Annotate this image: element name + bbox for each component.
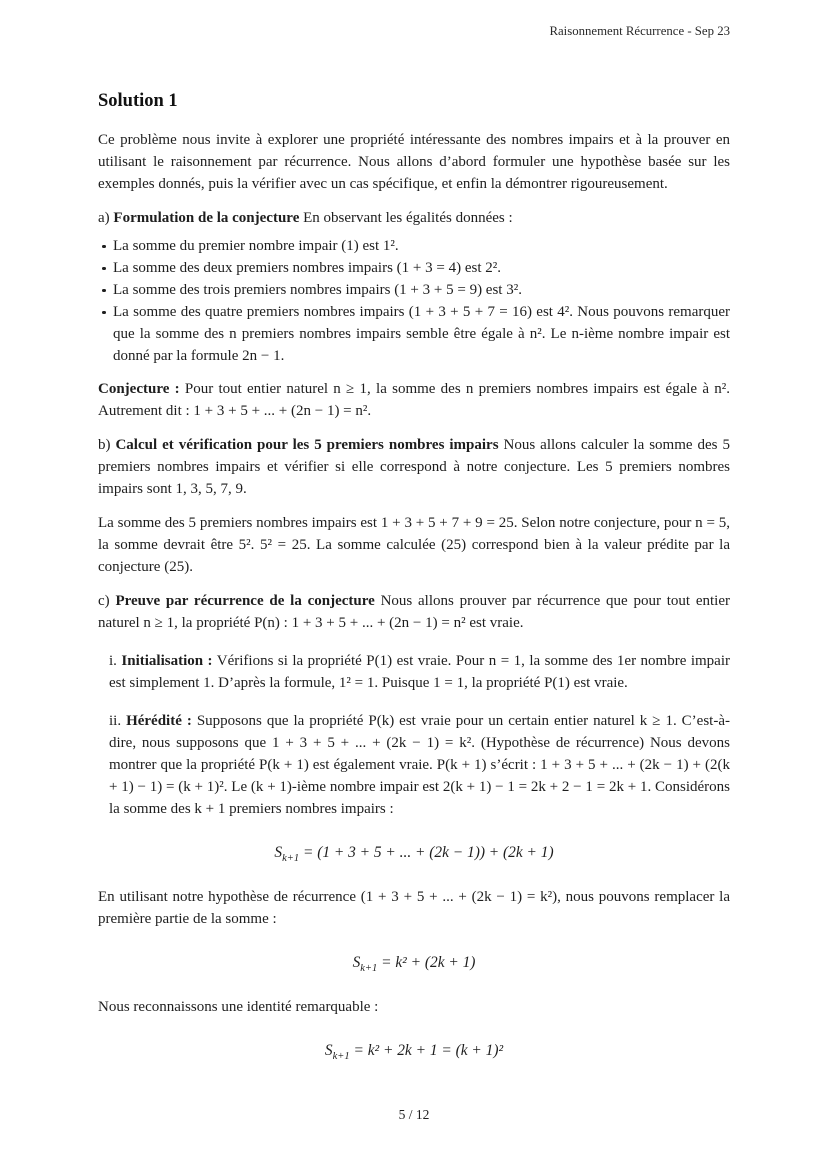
section-b-paragraph (98, 434, 730, 500)
section-a-heading: Formulation de la conjecture (113, 210, 300, 226)
formula-rhs: = k² + (2k + 1) (377, 954, 476, 971)
formula-remarkable-identity (98, 1040, 730, 1062)
formula-rhs: = (1 + 3 + 5 + ... + (2k − 1)) + (2k + 1) (299, 844, 554, 861)
header-title: Raisonnement Récurrence - Sep 23 (549, 24, 730, 38)
intro-paragraph: Ce problème nous invite à explorer une propriété intéressante des nombres impairs et à la prouver en utilisant le raisonnement par récurrence. Nous allons d’abord formuler une hypothèse basée sur les exemples donnés, puis la vérifier avec un cas spécifique, et enfin la démontrer rigoureusement. (98, 132, 730, 192)
heredite-item (109, 710, 730, 820)
list-item-four-odds: La somme des quatre premiers nombres impairs (1 + 3 + 5 + 7 = 16) est 4². Nous pouvons remarquer que la somme des n premiers nombres impairs semble être égale à n². Le n-ième nombre impair est donné par la formule 2n − 1. (113, 301, 730, 367)
formula-rhs: = k² + 2k + 1 = (k + 1)² (349, 1042, 504, 1059)
section-b-prefix: b) (98, 437, 116, 453)
list-item-first-odd: La somme du premier nombre impair (1) est 1². (113, 235, 730, 257)
formula-sum-substituted (98, 952, 730, 974)
page-header (98, 24, 730, 39)
section-a-paragraph (98, 207, 730, 229)
formula-sum-expanded (98, 842, 730, 864)
conjecture-text: Pour tout entier naturel n ≥ 1, la somme des n premiers nombres impairs est égale à n². Autrement dit : 1 + 3 + 5 + ... + (2n − 1) = n². (98, 381, 730, 419)
heredite-heading: Hérédité : (126, 713, 192, 729)
section-c-prefix: c) (98, 593, 116, 609)
page-footer (0, 1107, 828, 1123)
section-c-text: Nous allons prouver par récurrence que pour tout entier naturel n ≥ 1, la propriété P(n) : 1 + 3 + 5 + ... + (2n − 1) = n² est vraie. (98, 593, 730, 631)
identity-paragraph: Nous reconnaissons une identité remarquable : (98, 999, 379, 1015)
initialisation-heading: Initialisation : (121, 653, 213, 669)
section-c-heading: Preuve par récurrence de la conjecture (115, 593, 375, 609)
formula-lhs: S (324, 1042, 333, 1059)
section-b-text: Nous allons calculer la somme des 5 premiers nombres impairs et vérifier si elle correspond à notre conjecture. Les 5 premiers nombres impairs sont 1, 3, 5, 7, 9. (98, 437, 730, 497)
conjecture-heading: Conjecture : (98, 381, 180, 397)
verification-paragraph: La somme des 5 premiers nombres impairs est 1 + 3 + 5 + 7 + 9 = 25. Selon notre conjecture, pour n = 5, la somme devrait être 5². 5² = 25. La somme calculée (25) correspond bien à la valeur prédite par la conjecture (25). (98, 515, 730, 575)
section-a-text: En observant les égalités données : (299, 210, 513, 226)
substitution-paragraph: En utilisant notre hypothèse de récurrence (1 + 3 + 5 + ... + (2k − 1) = k²), nous pouvons remplacer la première partie de la somme : (98, 889, 730, 927)
observations-list (98, 235, 730, 367)
formula-subscript: k+1 (360, 963, 378, 975)
conjecture-paragraph (98, 378, 730, 422)
formula-lhs: S (274, 844, 283, 861)
heredite-prefix: ii. (109, 713, 127, 729)
section-b-heading: Calcul et vérification pour les 5 premiers nombres impairs (115, 437, 499, 453)
formula-subscript: k+1 (282, 853, 300, 865)
initialisation-item (109, 650, 730, 694)
list-item-three-odds: La somme des trois premiers nombres impairs (1 + 3 + 5 = 9) est 3². (113, 279, 730, 301)
page-number: 5 / 12 (398, 1107, 430, 1122)
list-item-two-odds: La somme des deux premiers nombres impairs (1 + 3 = 4) est 2². (113, 257, 730, 279)
formula-subscript: k+1 (332, 1051, 350, 1063)
initialisation-prefix: i. (109, 653, 122, 669)
formula-lhs: S (352, 954, 361, 971)
heredite-text: Supposons que la propriété P(k) est vraie pour un certain entier naturel k ≥ 1. C’est-à-dire, nous supposons que 1 + 3 + 5 + ... + (2k − 1) = k². (Hypothèse de récurrence) Nous devons montrer que la propriété P(k + 1) est également vraie. P(k + 1) s’écrit : 1 + 3 + 5 + ... + (2k − 1) + (2(k + 1) − 1) = (k + 1)². Le (k + 1)-ième nombre impair est 2(k + 1) − 1 = 2k + 2 − 1 = 2k + 1. Considérons la somme des k + 1 premiers nombres impairs : (109, 713, 730, 817)
solution-title: Solution 1 (98, 91, 178, 111)
document-content (98, 90, 730, 1084)
section-a-prefix: a) (98, 210, 114, 226)
section-c-paragraph (98, 590, 730, 634)
initialisation-text: Vérifions si la propriété P(1) est vraie. Pour n = 1, la somme des 1er nombre impair est simplement 1. D’après la formule, 1² = 1. Puisque 1 = 1, la propriété P(1) est vraie. (109, 653, 730, 691)
